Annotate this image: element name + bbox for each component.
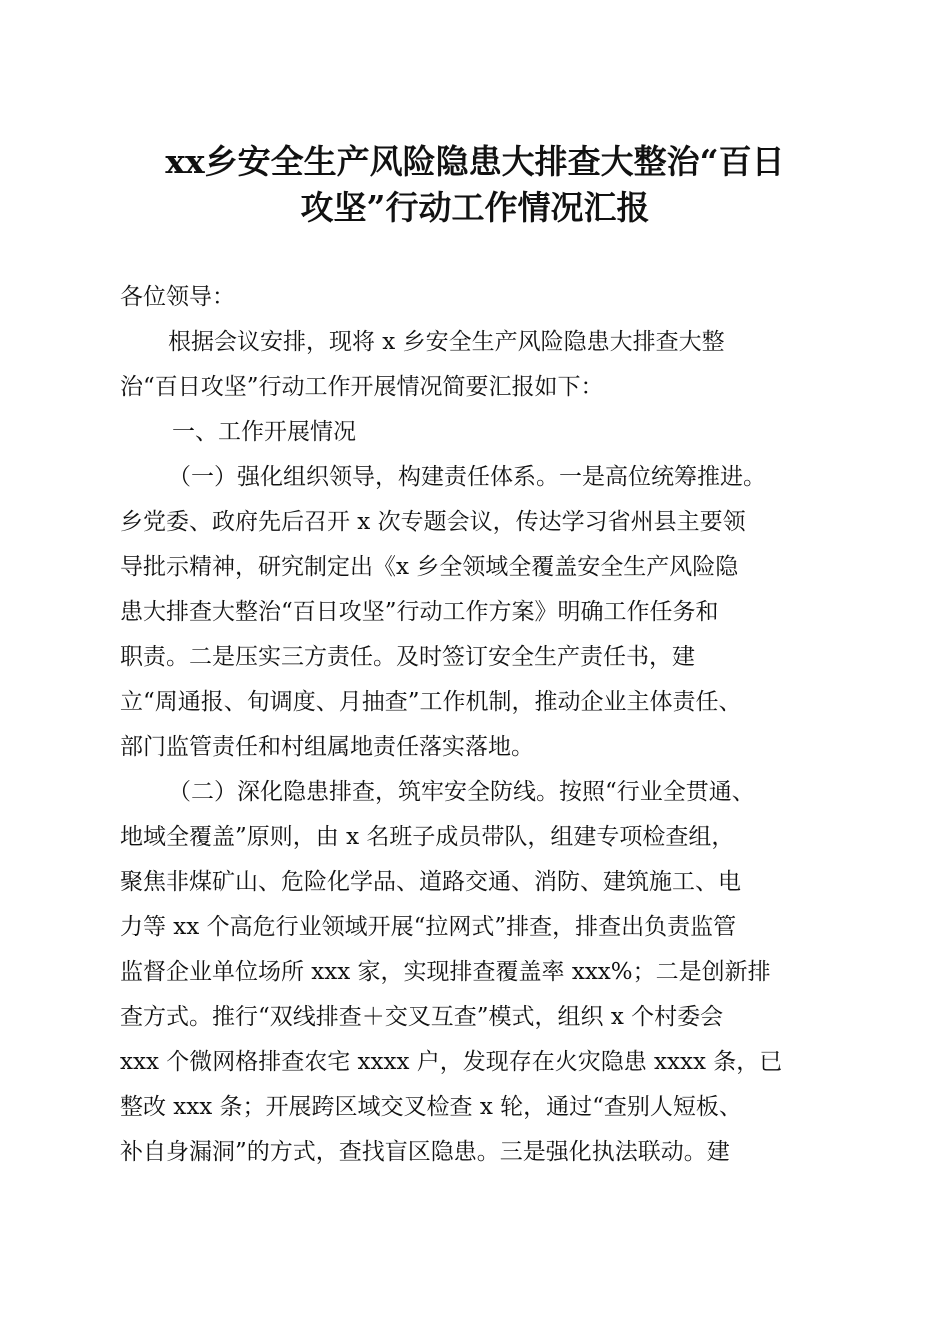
document-title-line-2: 攻坚”行动工作情况汇报 xyxy=(300,188,650,227)
paragraph-line: 患大排查大整治“百日攻坚”行动工作方案》明确工作任务和 xyxy=(120,599,719,625)
paragraph-line: 地域全覆盖”原则，由 x 名班子成员带队，组建专项检查组， xyxy=(120,824,735,850)
paragraph-line: （二）深化隐患排查，筑牢安全防线。按照“行业全贯通、 xyxy=(168,779,755,805)
paragraph-line: xxx 个微网格排查农宅 xxxx 户，发现存在火灾隐患 xxxx 条，已 xyxy=(120,1049,783,1075)
paragraph-line: 部门监管责任和村组属地责任落实落地。 xyxy=(120,734,534,760)
paragraph-line: 导批示精神，研究制定出《x 乡全领域全覆盖安全生产风险隐 xyxy=(120,554,739,580)
paragraph-line: 整改 xxx 条；开展跨区域交叉检查 x 轮，通过“查别人短板、 xyxy=(120,1094,742,1120)
paragraph-line: 根据会议安排，现将 x 乡安全生产风险隐患大排查大整 xyxy=(168,329,725,355)
section-heading: 一、工作开展情况 xyxy=(172,419,356,445)
paragraph-line: 立“周通报、旬调度、月抽查”工作机制，推动企业主体责任、 xyxy=(120,689,742,715)
paragraph-line: 职责。二是压实三方责任。及时签订安全生产责任书，建 xyxy=(120,644,695,670)
paragraph-line: 治“百日攻坚”行动工作开展情况简要汇报如下： xyxy=(120,374,604,400)
paragraph-line: 查方式。推行“双线排查＋交叉互查”模式，组织 x 个村委会 xyxy=(120,1004,724,1030)
paragraph-line: 聚焦非煤矿山、危险化学品、道路交通、消防、建筑施工、电 xyxy=(120,869,741,895)
paragraph-line: 补自身漏洞”的方式，查找盲区隐患。三是强化执法联动。建 xyxy=(120,1139,730,1165)
paragraph-line: 监督企业单位场所 xxx 家，实现排查覆盖率 xxx%；二是创新排 xyxy=(120,959,771,985)
paragraph-line: 乡党委、政府先后召开 x 次专题会议，传达学习省州县主要领 xyxy=(120,509,746,535)
paragraph-line: （一）强化组织领导，构建责任体系。一是高位统筹推进。 xyxy=(168,464,766,490)
salutation: 各位领导： xyxy=(120,284,235,310)
paragraph-line: 力等 xx 个高危行业领域开展“拉网式”排查，排查出负责监管 xyxy=(120,914,737,940)
document-title-line-1: xx乡安全生产风险隐患大排查大整治“百日 xyxy=(165,142,785,181)
